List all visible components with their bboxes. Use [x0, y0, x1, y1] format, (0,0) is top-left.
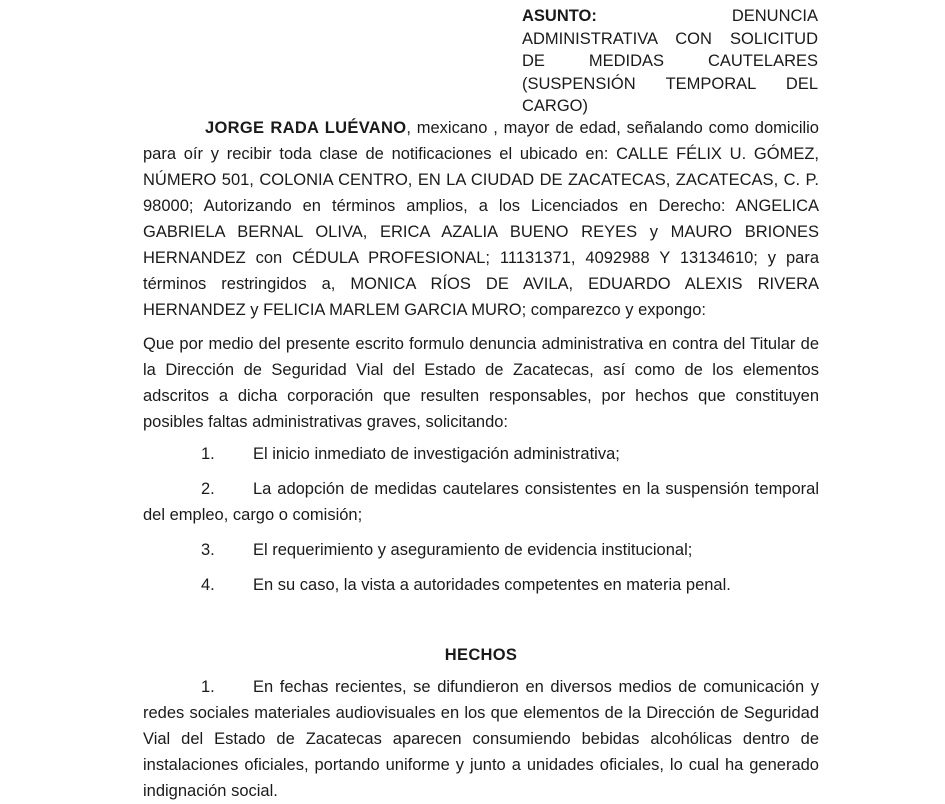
complaint-paragraph: Que por medio del presente escrito formulo denuncia administrativa en contra del Titular de la Dirección de Seguridad Vial del Estado de Zacatecas, así como de los elementos adscritos a dicha corporación que resulten responsables, por hechos que constituyen posibles faltas administrativas graves, solicitando: [143, 335, 819, 431]
document-body [143, 115, 819, 804]
subject-text: DENUNCIA ADMINISTRATIVA CON SOLICITUD DE MEDIDAS CAUTELARES (SUSPENSIÓN TEMPORAL DEL CARGO) [522, 7, 818, 115]
request-text: La adopción de medidas cautelares consistentes en la suspensión temporal del empleo, cargo o comisión; [143, 480, 819, 524]
request-text: En su caso, la vista a autoridades competentes en materia penal. [253, 576, 731, 594]
request-item [143, 476, 819, 528]
intro-text: , mexicano , mayor de edad, señalando como domicilio para oír y recibir toda clase de notificaciones el ubicado en: CALLE FÉLIX U. GÓMEZ, NÚMERO 501, COLONIA CENTRO, EN LA CIUDAD DE ZACATECAS, ZACATECAS, C. P. 98000; Autorizando en términos amplios, a los Licenciados en Derecho: ANGELICA GABRIELA BERNAL OLIVA, ERICA AZALIA BUENO REYES y MAURO BRIONES HERNANDEZ con CÉDULA PROFESIONAL; 11131371, 4092988 Y 13134610; y para términos restringidos a, MONICA RÍOS DE AVILA, EDUARDO ALEXIS RIVERA HERNANDEZ y FELICIA MARLEM GARCIA MURO; comparezco y expongo: [143, 119, 819, 319]
fact-item [143, 674, 819, 804]
subject-block [522, 5, 818, 118]
request-item [143, 537, 819, 563]
complainant-name: JORGE RADA LUÉVANO [205, 119, 407, 137]
request-number: 3. [201, 541, 215, 559]
request-item [143, 572, 819, 598]
fact-number: 1. [201, 678, 215, 696]
intro-paragraph [143, 115, 819, 323]
request-text: El inicio inmediato de investigación administrativa; [253, 445, 620, 463]
request-number: 2. [201, 480, 215, 498]
fact-text: En fechas recientes, se difundieron en diversos medios de comunicación y redes sociales materiales audiovisuales en los que elementos de la Dirección de Seguridad Vial del Estado de Zacatecas aparecen consumiendo bebidas alcohólicas dentro de instalaciones oficiales, portando uniforme y junto a unidades oficiales, lo cual ha generado indignación social. [143, 678, 819, 800]
section-title-hechos: HECHOS [444, 646, 518, 664]
request-number: 1. [201, 445, 215, 463]
request-number: 4. [201, 576, 215, 594]
request-item [143, 441, 819, 467]
request-text: El requerimiento y aseguramiento de evidencia institucional; [253, 541, 693, 559]
subject-label: ASUNTO: [522, 7, 597, 25]
